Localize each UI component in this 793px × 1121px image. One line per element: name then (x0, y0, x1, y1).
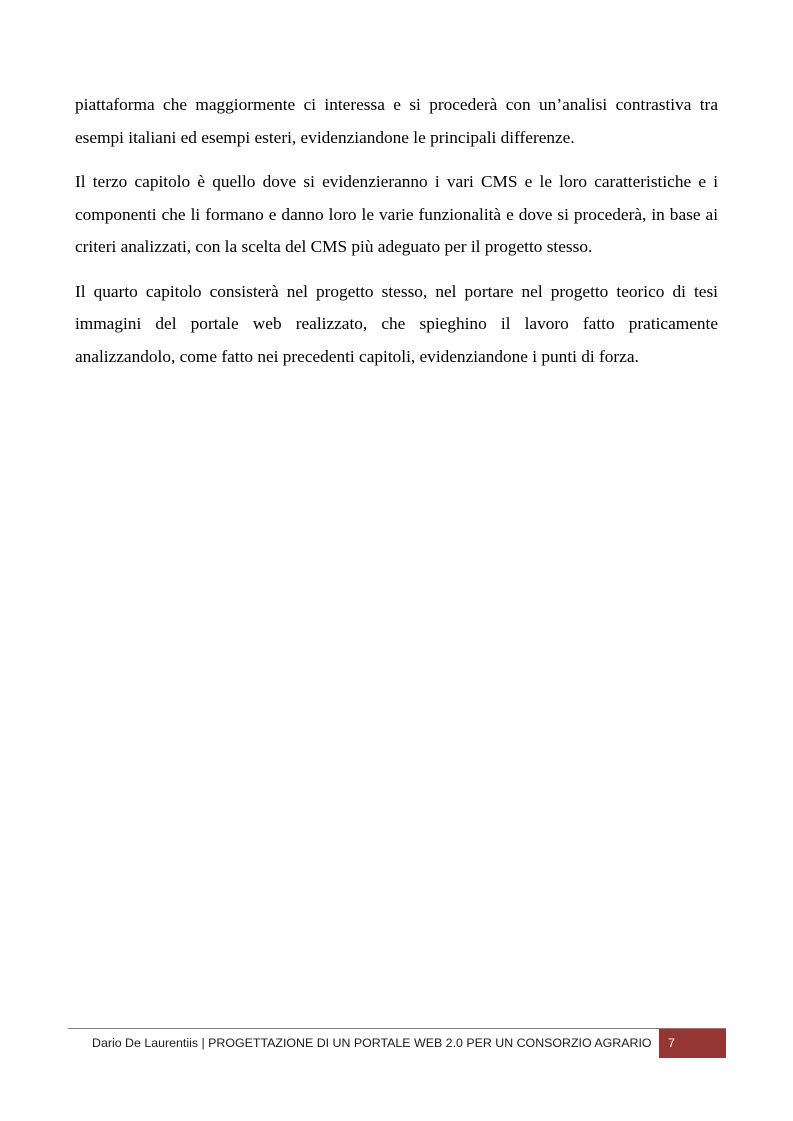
document-body (75, 89, 718, 385)
paragraph: piattaforma che maggiormente ci interessa e si procederà con un’analisi contrastiva tra esempi italiani ed esempi esteri, evidenziandone le principali differenze. (75, 95, 718, 147)
page-number-box (659, 1029, 726, 1058)
page-footer (68, 1028, 726, 1058)
paragraph: Il quarto capitolo consisterà nel progetto stesso, nel portare nel progetto teorico di tesi immagini del portale web realizzato, che spieghino il lavoro fatto praticamente analizzandolo, come fatto nei precedenti capitoli, evidenziandone i punti di forza. (75, 281, 718, 366)
paragraph: Il terzo capitolo è quello dove si evidenzieranno i vari CMS e le loro caratteristiche e i componenti che li formano e danno loro le varie funzionalità e dove si procederà, in base ai criteri analizzati, con la scelta del CMS più adeguato per il progetto stesso. (75, 172, 718, 256)
footer-text: Dario De Laurentiis | PROGETTAZIONE DI UN PORTALE WEB 2.0 PER UN CONSORZIO AGRARIO (92, 1036, 652, 1050)
page-number: 7 (668, 1036, 675, 1050)
